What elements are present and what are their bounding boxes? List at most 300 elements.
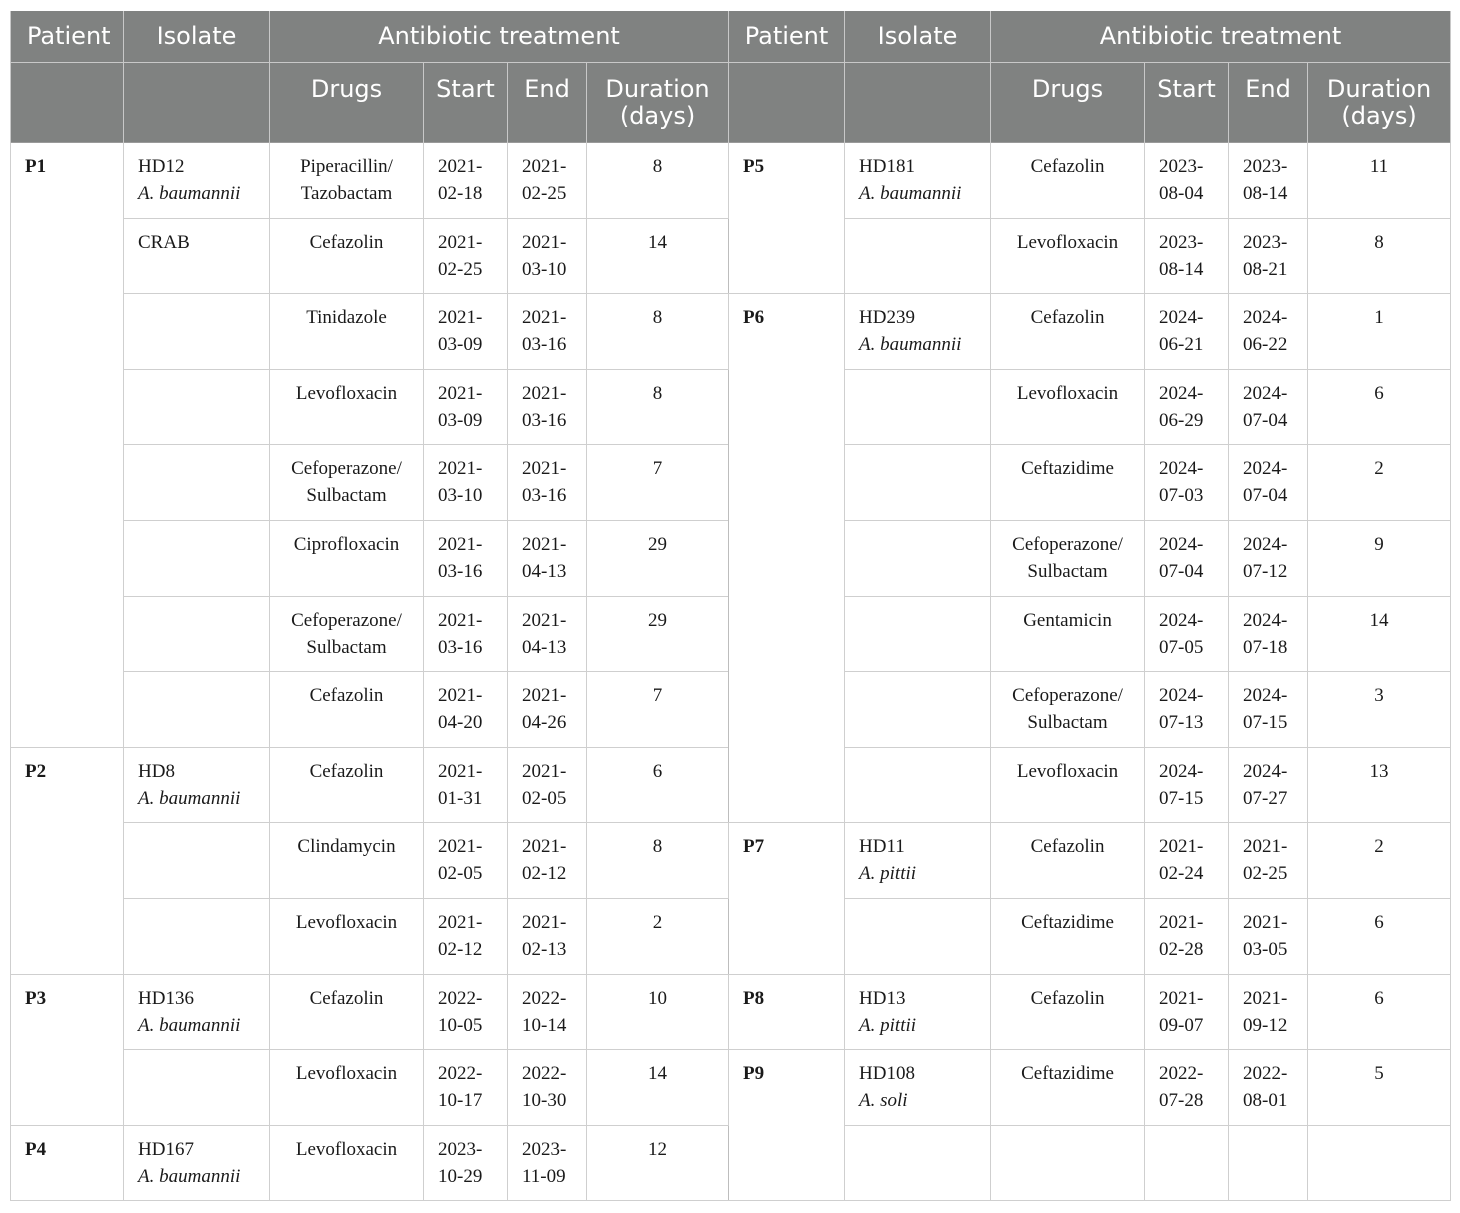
duration-cell	[587, 1050, 729, 1126]
start-year: 2021-	[1159, 836, 1204, 858]
drug-name-line1: Levofloxacin	[1016, 760, 1119, 782]
header-duration	[1308, 63, 1451, 143]
duration-cell	[1308, 1125, 1451, 1201]
end-month-day: 02-25	[1243, 863, 1288, 885]
end-date-cell	[1229, 974, 1308, 1050]
end-year: 2024-	[1243, 382, 1288, 404]
start-month-day: 03-16	[438, 560, 483, 582]
patient-id: P5	[743, 156, 765, 177]
drug-cell	[270, 294, 424, 370]
start-month-day: 07-28	[1159, 1090, 1204, 1112]
duration-value: 8	[652, 307, 663, 329]
isolate-species: A. baumannii	[138, 1014, 241, 1036]
patient-cell	[729, 294, 845, 823]
start-date-cell	[1145, 672, 1229, 748]
duration-cell	[587, 218, 729, 294]
drug-cell	[991, 596, 1145, 672]
end-year: 2024-	[1243, 609, 1288, 631]
isolate-cell	[845, 596, 991, 672]
header-empty	[124, 63, 270, 143]
end-year: 2021-	[522, 458, 567, 480]
end-month-day: 03-05	[1243, 938, 1288, 960]
end-year: 2022-	[1243, 1063, 1288, 1085]
duration-value: 11	[1369, 156, 1389, 177]
drug-cell	[270, 520, 424, 596]
drug-name-line1: Cefazolin	[309, 231, 384, 253]
isolate-cell	[845, 1050, 991, 1126]
header-end: End	[1229, 63, 1308, 143]
start-date-cell	[424, 294, 508, 370]
end-year: 2021-	[522, 911, 567, 933]
drug-cell	[270, 369, 424, 445]
end-year: 2021-	[522, 836, 567, 858]
end-month-day: 02-13	[522, 938, 567, 960]
header-isolate: Isolate	[124, 11, 270, 63]
drug-name-line1: Gentamicin	[1023, 609, 1112, 631]
header-patient: Patient	[11, 11, 124, 63]
isolate-cell	[124, 369, 270, 445]
drug-name-line1: Levofloxacin	[295, 1063, 398, 1085]
drug-name-line1: Cefoperazone/	[1012, 533, 1123, 555]
duration-value: 14	[648, 1063, 668, 1085]
header-drugs: Drugs	[991, 63, 1145, 143]
isolate-id: HD181	[859, 156, 915, 177]
duration-value: 8	[652, 156, 663, 177]
end-year: 2024-	[1243, 458, 1288, 480]
start-month-day: 10-05	[438, 1014, 483, 1036]
header-drugs: Drugs	[270, 63, 424, 143]
end-date-cell	[1229, 747, 1308, 823]
patient-id: P4	[25, 1138, 47, 1160]
drug-name-line1: Cefoperazone/	[291, 458, 402, 480]
start-month-day: 03-10	[438, 485, 483, 507]
start-year: 2022-	[1159, 1063, 1204, 1085]
isolate-cell	[124, 1125, 270, 1201]
end-date-cell	[508, 974, 587, 1050]
start-date-cell	[424, 823, 508, 899]
end-month-day: 07-15	[1243, 712, 1288, 734]
end-year: 2021-	[522, 231, 567, 253]
end-month-day: 02-05	[522, 787, 567, 809]
start-month-day: 07-03	[1159, 485, 1204, 507]
drug-name-line1: Cefazolin	[1030, 307, 1105, 329]
end-year: 2021-	[522, 609, 567, 631]
isolate-species: A. baumannii	[138, 1165, 241, 1187]
drug-cell	[270, 143, 424, 219]
drug-cell	[270, 1050, 424, 1126]
start-date-cell	[424, 974, 508, 1050]
drug-name-line2: Tazobactam	[300, 183, 393, 204]
start-date-cell	[424, 143, 508, 219]
duration-value: 7	[652, 685, 663, 707]
end-date-cell	[508, 898, 587, 974]
patient-id: P7	[743, 836, 765, 858]
drug-cell	[991, 898, 1145, 974]
isolate-id: HD239	[859, 307, 915, 329]
isolate-id: HD12	[138, 156, 185, 177]
isolate-cell	[124, 672, 270, 748]
drug-cell	[991, 218, 1145, 294]
isolate-cell	[845, 898, 991, 974]
end-month-day: 11-09	[522, 1165, 566, 1187]
end-year: 2021-	[522, 156, 567, 177]
patient-id: P1	[25, 156, 47, 177]
end-month-day: 08-21	[1243, 258, 1288, 280]
isolate-id: HD136	[138, 987, 194, 1009]
table-row	[11, 823, 1451, 899]
start-date-cell	[1145, 143, 1229, 219]
duration-value: 2	[1374, 836, 1384, 858]
start-year: 2021-	[438, 760, 483, 782]
end-date-cell	[1229, 1050, 1308, 1126]
start-month-day: 07-04	[1159, 560, 1204, 582]
duration-value: 6	[1374, 382, 1384, 404]
duration-cell	[1308, 294, 1451, 370]
patient-cell	[729, 974, 845, 1050]
duration-value: 29	[648, 533, 668, 555]
end-month-day: 07-04	[1243, 409, 1288, 431]
drug-name-line1: Cefazolin	[309, 760, 384, 782]
isolate-id: HD108	[859, 1063, 915, 1085]
start-year: 2021-	[438, 382, 483, 404]
duration-cell	[587, 143, 729, 219]
patient-id: P8	[743, 987, 765, 1009]
duration-cell	[1308, 596, 1451, 672]
duration-value: 12	[648, 1138, 668, 1160]
isolate-cell	[124, 596, 270, 672]
start-date-cell	[1145, 218, 1229, 294]
end-month-day: 03-16	[522, 334, 567, 356]
duration-value: 14	[648, 231, 668, 253]
start-year: 2021-	[438, 156, 483, 177]
start-year: 2021-	[438, 458, 483, 480]
end-month-day: 04-13	[522, 636, 567, 658]
isolate-cell	[124, 294, 270, 370]
start-month-day: 07-15	[1159, 787, 1204, 809]
drug-cell	[991, 294, 1145, 370]
end-month-day: 07-12	[1243, 560, 1288, 582]
drug-name-line1: Cefazolin	[309, 685, 384, 707]
patient-id: P6	[743, 307, 765, 329]
start-date-cell	[1145, 445, 1229, 521]
start-date-cell	[1145, 974, 1229, 1050]
end-date-cell	[1229, 218, 1308, 294]
drug-cell	[991, 1050, 1145, 1126]
header-start: Start	[1145, 63, 1229, 143]
end-month-day: 02-12	[522, 863, 567, 885]
end-month-day: 07-27	[1243, 787, 1288, 809]
end-month-day: 04-26	[522, 712, 567, 734]
duration-value: 8	[1374, 231, 1384, 253]
start-date-cell	[424, 672, 508, 748]
start-year: 2022-	[438, 1063, 483, 1085]
isolate-species: A. soli	[859, 1090, 908, 1112]
header-start: Start	[424, 63, 508, 143]
end-date-cell	[1229, 445, 1308, 521]
end-month-day: 10-14	[522, 1014, 567, 1036]
duration-value: 8	[652, 836, 663, 858]
isolate-id: CRAB	[138, 231, 190, 253]
start-date-cell	[424, 898, 508, 974]
drug-name-line1: Levofloxacin	[1016, 231, 1119, 253]
table-row	[11, 143, 1451, 219]
duration-value: 14	[1369, 609, 1389, 631]
start-date-cell	[1145, 520, 1229, 596]
patient-cell	[11, 974, 124, 1125]
end-date-cell	[508, 445, 587, 521]
drug-cell	[991, 369, 1145, 445]
isolate-id: HD167	[138, 1138, 194, 1160]
end-date-cell	[1229, 672, 1308, 748]
drug-name-line1: Ceftazidime	[1021, 911, 1114, 933]
drug-name-line1: Ciprofloxacin	[293, 533, 400, 555]
header-patient: Patient	[729, 11, 845, 63]
start-month-day: 01-31	[438, 787, 483, 809]
isolate-cell	[845, 520, 991, 596]
start-month-day: 08-14	[1159, 258, 1204, 280]
start-year: 2022-	[438, 987, 483, 1009]
isolate-cell	[124, 143, 270, 219]
end-date-cell	[1229, 898, 1308, 974]
isolate-species: A. pittii	[859, 863, 917, 885]
end-year: 2021-	[1243, 987, 1288, 1009]
duration-value: 1	[1374, 307, 1384, 329]
isolate-species: A. baumannii	[859, 183, 962, 204]
end-year: 2021-	[522, 307, 567, 329]
end-date-cell	[1229, 294, 1308, 370]
start-date-cell	[1145, 898, 1229, 974]
drug-cell	[270, 445, 424, 521]
isolate-cell	[845, 218, 991, 294]
antibiotic-treatment-table	[10, 11, 1451, 1201]
header-isolate: Isolate	[845, 11, 991, 63]
duration-cell	[587, 823, 729, 899]
drug-name-line2: Sulbactam	[306, 636, 387, 658]
start-month-day: 02-28	[1159, 938, 1204, 960]
drug-name-line2: Sulbactam	[306, 485, 387, 507]
end-date-cell	[1229, 520, 1308, 596]
start-date-cell	[424, 747, 508, 823]
start-year: 2023-	[1159, 231, 1204, 253]
drug-cell	[270, 974, 424, 1050]
duration-value: 9	[1374, 533, 1384, 555]
isolate-cell	[124, 898, 270, 974]
table-row	[11, 294, 1451, 370]
end-year: 2023-	[522, 1138, 567, 1160]
header-antibiotic-treatment: Antibiotic treatment	[270, 11, 729, 63]
drug-cell	[270, 596, 424, 672]
end-month-day: 03-16	[522, 409, 567, 431]
end-month-day: 10-30	[522, 1090, 567, 1112]
start-month-day: 02-18	[438, 183, 483, 204]
patient-cell	[729, 823, 845, 974]
end-year: 2021-	[522, 685, 567, 707]
drug-cell	[991, 747, 1145, 823]
isolate-id: HD11	[859, 836, 905, 858]
header-duration-line1: Duration	[605, 75, 710, 103]
start-year: 2021-	[438, 231, 483, 253]
isolate-cell	[845, 672, 991, 748]
duration-cell	[1308, 520, 1451, 596]
end-month-day: 03-10	[522, 258, 567, 280]
end-date-cell	[508, 747, 587, 823]
start-date-cell	[1145, 747, 1229, 823]
start-year: 2021-	[438, 911, 483, 933]
start-year: 2023-	[438, 1138, 483, 1160]
end-year: 2024-	[1243, 760, 1288, 782]
end-month-day: 06-22	[1243, 334, 1288, 356]
start-year: 2024-	[1159, 685, 1204, 707]
start-year: 2024-	[1159, 609, 1204, 631]
duration-value: 13	[1369, 760, 1389, 782]
end-date-cell	[508, 294, 587, 370]
duration-cell	[1308, 143, 1451, 219]
start-month-day: 03-09	[438, 334, 483, 356]
drug-name-line2: Sulbactam	[1027, 712, 1108, 734]
end-year: 2022-	[522, 987, 567, 1009]
start-year: 2024-	[1159, 458, 1204, 480]
drug-cell	[991, 1125, 1145, 1201]
patient-cell	[11, 143, 124, 748]
header-duration-line1: Duration	[1326, 75, 1432, 103]
isolate-cell	[845, 1125, 991, 1201]
start-month-day: 02-12	[438, 938, 483, 960]
patient-cell	[11, 747, 124, 974]
isolate-species: A. baumannii	[138, 183, 241, 204]
end-date-cell	[508, 218, 587, 294]
start-date-cell	[1145, 369, 1229, 445]
start-month-day: 02-25	[438, 258, 483, 280]
start-year: 2024-	[1159, 307, 1204, 329]
duration-cell	[587, 369, 729, 445]
start-year: 2023-	[1159, 156, 1204, 177]
start-date-cell	[424, 520, 508, 596]
start-month-day: 02-05	[438, 863, 483, 885]
end-month-day: 07-04	[1243, 485, 1288, 507]
drug-cell	[270, 747, 424, 823]
start-date-cell	[424, 1125, 508, 1201]
duration-value: 3	[1374, 685, 1384, 707]
drug-name-line1: Cefoperazone/	[1012, 685, 1123, 707]
drug-cell	[991, 520, 1145, 596]
drug-name-line1: Ceftazidime	[1021, 458, 1114, 480]
end-date-cell	[1229, 143, 1308, 219]
duration-cell	[1308, 445, 1451, 521]
end-date-cell	[508, 1125, 587, 1201]
start-date-cell	[424, 218, 508, 294]
drug-name-line1: Cefazolin	[1030, 836, 1105, 858]
drug-cell	[991, 672, 1145, 748]
duration-cell	[1308, 898, 1451, 974]
start-month-day: 10-17	[438, 1090, 483, 1112]
drug-cell	[991, 823, 1145, 899]
drug-cell	[270, 823, 424, 899]
patient-cell	[729, 143, 845, 294]
header-empty	[11, 63, 124, 143]
start-month-day: 09-07	[1159, 1014, 1204, 1036]
isolate-cell	[845, 823, 991, 899]
drug-name-line1: Clindamycin	[297, 836, 396, 858]
start-year: 2021-	[438, 307, 483, 329]
end-month-day: 08-01	[1243, 1090, 1288, 1112]
drug-name-line1: Levofloxacin	[295, 1138, 398, 1160]
duration-cell	[587, 898, 729, 974]
duration-cell	[1308, 823, 1451, 899]
patient-id: P3	[25, 987, 47, 1009]
isolate-cell	[845, 445, 991, 521]
start-month-day: 02-24	[1159, 863, 1204, 885]
isolate-cell	[124, 747, 270, 823]
end-month-day: 09-12	[1243, 1014, 1288, 1036]
duration-cell	[587, 520, 729, 596]
end-date-cell	[508, 520, 587, 596]
end-year: 2023-	[1243, 231, 1288, 253]
patient-cell	[11, 1125, 124, 1201]
isolate-cell	[845, 143, 991, 219]
drug-name-line1: Cefazolin	[1030, 987, 1105, 1009]
duration-value: 7	[652, 458, 663, 480]
duration-cell	[1308, 974, 1451, 1050]
isolate-species: A. baumannii	[859, 334, 962, 356]
isolate-id: HD8	[138, 760, 175, 782]
start-date-cell	[424, 445, 508, 521]
drug-cell	[270, 898, 424, 974]
duration-cell	[1308, 1050, 1451, 1126]
duration-cell	[587, 596, 729, 672]
end-year: 2021-	[522, 533, 567, 555]
duration-cell	[1308, 672, 1451, 748]
end-date-cell	[508, 823, 587, 899]
patient-id: P2	[25, 760, 47, 782]
patient-id: P9	[743, 1063, 765, 1085]
duration-cell	[587, 672, 729, 748]
duration-cell	[1308, 218, 1451, 294]
end-date-cell	[508, 369, 587, 445]
end-date-cell	[1229, 596, 1308, 672]
end-date-cell	[508, 672, 587, 748]
end-date-cell	[508, 596, 587, 672]
drug-name-line1: Levofloxacin	[295, 382, 398, 404]
table-row	[11, 974, 1451, 1050]
drug-cell	[270, 672, 424, 748]
duration-value: 6	[1374, 911, 1384, 933]
isolate-cell	[124, 445, 270, 521]
start-year: 2024-	[1159, 533, 1204, 555]
end-date-cell	[508, 1050, 587, 1126]
start-year: 2021-	[1159, 987, 1204, 1009]
start-month-day: 04-20	[438, 712, 483, 734]
start-year: 2021-	[438, 533, 483, 555]
end-date-cell	[1229, 369, 1308, 445]
start-month-day: 03-16	[438, 636, 483, 658]
end-year: 2024-	[1243, 307, 1288, 329]
start-year: 2024-	[1159, 382, 1204, 404]
drug-cell	[991, 445, 1145, 521]
drug-name-line2: Sulbactam	[1027, 560, 1108, 582]
start-month-day: 07-13	[1159, 712, 1204, 734]
start-month-day: 10-29	[438, 1165, 483, 1187]
duration-cell	[587, 1125, 729, 1201]
isolate-id: HD13	[859, 987, 906, 1009]
end-month-day: 08-14	[1243, 183, 1288, 204]
start-month-day: 06-29	[1159, 409, 1204, 431]
start-month-day: 06-21	[1159, 334, 1204, 356]
start-date-cell	[1145, 1125, 1229, 1201]
start-year: 2021-	[438, 685, 483, 707]
duration-value: 8	[652, 382, 663, 404]
start-year: 2021-	[438, 836, 483, 858]
header-duration-line2: (days)	[1341, 102, 1417, 130]
